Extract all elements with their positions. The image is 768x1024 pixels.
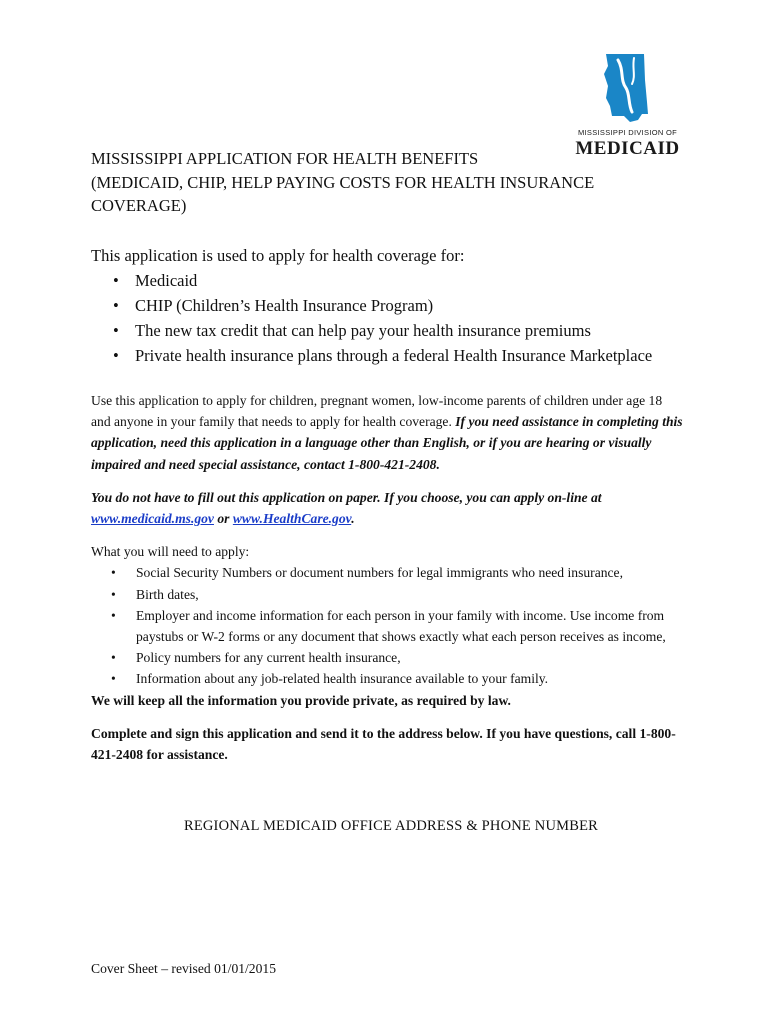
privacy-statement: We will keep all the information you provide private, as required by law. xyxy=(91,692,511,708)
title-line: (MEDICAID, CHIP, HELP PAYING COSTS FOR HEALTH INSURANCE xyxy=(91,172,595,192)
bullet-icon: • xyxy=(111,671,116,687)
list-item: • Employer and income information for each person in your family with income. Use income from paystubs or W-2 forms or any document that shows exactly what each person receives as income, xyxy=(91,605,685,647)
office-heading: REGIONAL MEDICAID OFFICE ADDRESS & PHONE NUMBER xyxy=(183,818,599,834)
list-item: • Information about any job-related health insurance available to your family. xyxy=(91,668,685,689)
bullet-icon: • xyxy=(111,586,116,602)
logo-subtitle: MISSISSIPPI DIVISION OF xyxy=(577,128,677,137)
document-body xyxy=(91,390,685,765)
bullet-icon: • xyxy=(111,607,116,623)
bullet-icon: • xyxy=(111,565,116,581)
intro-heading: This application is used to apply for health coverage for: xyxy=(91,246,465,265)
healthcare-website-link[interactable]: www.HealthCare.gov xyxy=(232,511,352,527)
coverage-list xyxy=(91,268,691,368)
coverage-intro xyxy=(91,243,691,368)
bullet-icon: • xyxy=(113,321,119,340)
title-line: MISSISSIPPI APPLICATION FOR HEALTH BENEFITS xyxy=(91,149,479,168)
requirements-list xyxy=(91,562,685,689)
list-item: • Medicaid xyxy=(91,268,691,293)
bullet-icon: • xyxy=(113,296,119,315)
title-line: COVERAGE) xyxy=(91,196,187,215)
use-paragraph: Use this application to apply for children, pregnant women, low-income parents of children under age 18 and anyone in your family that needs to apply for health coverage. If you need assistance in completing this application, need this application in a language other than English, or if you are hearing or visually impaired and need special assistance, contact 1-800-421-2408. xyxy=(91,393,683,472)
instructions-paragraph: Complete and sign this application and send it to the address below. If you have questions, call 1-800-421-2408 for assistance. xyxy=(91,725,676,763)
list-item: • Policy numbers for any current health insurance, xyxy=(91,647,685,668)
online-paragraph: You do not have to fill out this application on paper. If you choose, you can apply on-line at www.medicaid.ms.gov or www.HealthCare.gov. xyxy=(91,489,602,527)
list-item: • Birth dates, xyxy=(91,584,685,605)
footer-revision: Cover Sheet – revised 01/01/2015 xyxy=(91,961,276,976)
medicaid-website-link[interactable]: www.medicaid.ms.gov xyxy=(91,511,214,527)
list-item: • CHIP (Children’s Health Insurance Program) xyxy=(91,293,691,318)
list-item: • The new tax credit that can help pay your health insurance premiums xyxy=(91,318,691,343)
bullet-icon: • xyxy=(111,650,116,666)
page-title xyxy=(91,147,691,218)
bullet-icon: • xyxy=(113,271,119,290)
mississippi-state-shape-icon xyxy=(598,50,658,130)
list-item: • Private health insurance plans through a federal Health Insurance Marketplace xyxy=(91,343,691,368)
list-item: • Social Security Numbers or document numbers for legal immigrants who need insurance, xyxy=(91,562,685,583)
bullet-icon: • xyxy=(113,346,119,365)
requirements-heading: What you will need to apply: xyxy=(91,544,250,560)
logo-title: MEDICAID xyxy=(575,138,680,159)
